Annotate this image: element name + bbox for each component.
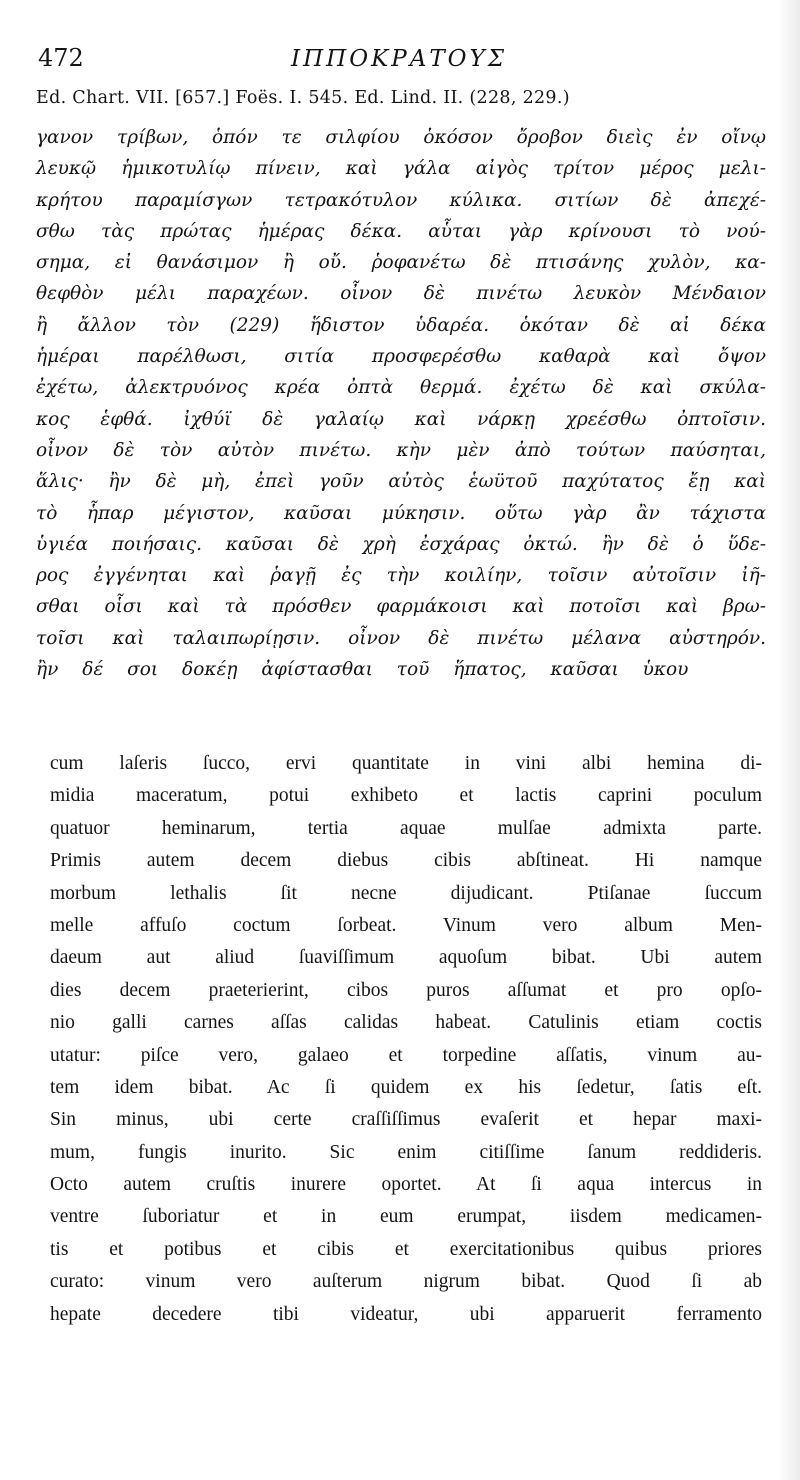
latin-text-line: melle affuſo coctum ſorbeat. Vinum vero album Men-	[50, 914, 762, 936]
greek-text-line: ρος ἐγγένηται καὶ ῥαγῇ ἐς τὴν κοιλίην, τοῖσιν αὐτοῖσιν ἰῆ-	[36, 565, 766, 587]
greek-text-line: οἶνον δὲ τὸν αὐτὸν πινέτω. κὴν μὲν ἀπὸ τούτων παύσηται,	[36, 439, 766, 461]
greek-text-line: ἐχέτω, ἀλεκτρυόνος κρέα ὀπτὰ θερμά. ἐχέτω δὲ καὶ σκύλα-	[36, 377, 766, 399]
latin-text-line: curato: vinum vero auſterum nigrum bibat. Quod ſi ab	[50, 1271, 762, 1293]
greek-text-line: ἡμέραι παρέλθωσι, σιτία προσφερέσθω καθαρὰ καὶ ὄψον	[36, 346, 766, 368]
latin-text-line: daeum aut aliud ſuaviſſimum aquoſum bibat. Ubi autem	[50, 947, 762, 969]
greek-text-line: θεφθὸν μέλι παραχέων. οἶνον δὲ πινέτω λευκὸν Μένδαιον	[36, 283, 766, 305]
greek-text-line: σημα, εἰ θανάσιμον ἢ οὔ. ῥοφανέτω δὲ πτισάνης χυλὸν, κα-	[36, 252, 766, 274]
greek-text-line: ἢν δέ σοι δοκέῃ ἀφίστασθαι τοῦ ἥπατος, καῦσαι ὑκου	[36, 659, 689, 681]
latin-text-line: nio galli carnes aſſas calidas habeat. Catulinis etiam coctis	[50, 1012, 762, 1034]
greek-text-line: ὑγιέα ποιήσαις. καῦσαι δὲ χρὴ ἐσχάρας ὀκτώ. ἢν δὲ ὁ ὕδε-	[36, 533, 766, 555]
latin-text-line: morbum lethalis ſit necne dijudicant. Ptiſanae ſuccum	[50, 882, 762, 904]
latin-text-line: tis et potibus et cibis et exercitationibus quibus priores	[50, 1238, 762, 1260]
latin-text-line: cum laſeris ſucco, ervi quantitate in vini albi hemina di-	[50, 753, 762, 774]
greek-text-line: γανον τρίβων, ὁπόν τε σιλφίου ὁκόσον ὄροβον διεὶς ἐν οἴνῳ	[36, 127, 766, 148]
greek-text-line: τὸ ἧπαρ μέγιστον, καῦσαι μύκησιν. οὕτω γὰρ ἂν τάχιστα	[36, 502, 766, 524]
greek-text-line: ἢ ἄλλον τὸν (229) ἥδιστον ὑδαρέα. ὁκόταν δὲ αἱ δέκα	[36, 314, 766, 336]
edition-reference: Ed. Chart. VII. [657.] Foës. I. 545. Ed. Lind. II. (228, 229.)	[36, 88, 570, 108]
latin-text-line: hepate decedere tibi videatur, ubi apparuerit ferramento	[50, 1303, 762, 1325]
greek-text-line: ἅλις· ἢν δὲ μὴ, ἐπεὶ γοῦν αὐτὸς ἑωϋτοῦ παχύτατος ἔῃ καὶ	[36, 471, 766, 493]
page-header	[38, 44, 760, 78]
greek-text-line: σθω τὰς πρώτας ἡμέρας δέκα. αὗται γὰρ κρίνουσι τὸ νού-	[36, 220, 766, 242]
latin-text-line: Primis autem decem diebus cibis abſtineat. Hi namque	[50, 850, 762, 872]
greek-text-line: λευκῷ ἡμικοτυλίῳ πίνειν, καὶ γάλα αἰγὸς τρίτον μέρος μελι-	[36, 158, 766, 180]
latin-text-line: dies decem praeterierint, cibos puros aſſumat et pro opſo-	[50, 979, 762, 1001]
latin-text-line: utatur: piſce vero, galaeo et torpedine aſſatis, vinum au-	[50, 1044, 762, 1066]
latin-text-line: quatuor heminarum, tertia aquae mulſae admixta parte.	[50, 817, 762, 839]
running-title: ΙΠΠΟΚΡΑΤΟΥΣ	[291, 46, 507, 72]
greek-text-line: τοῖσι καὶ ταλαιπωρίῃσιν. οἶνον δὲ πινέτω μέλανα αὐστηρόν.	[36, 627, 766, 649]
latin-text-line: tem idem bibat. Ac ſi quidem ex his ſedetur, ſatis eſt.	[50, 1076, 762, 1098]
latin-text-line: Octo autem cruſtis inurere oportet. At ſi aqua intercus in	[50, 1174, 762, 1196]
page-edge-shadow	[778, 0, 800, 1480]
greek-text-line: σθαι οἷσι καὶ τὰ πρόσθεν φαρμάκοισι καὶ ποτοῖσι καὶ βρω-	[36, 596, 766, 618]
latin-text-block	[50, 748, 762, 1331]
greek-text-line: κος ἑφθά. ἰχθύϊ δὲ γαλαίῳ καὶ νάρκῃ χρεέσθω ὀπτοῖσιν.	[36, 408, 766, 430]
latin-text-line: Sin minus, ubi certe craſſiſſimus evaſerit et hepar maxi-	[50, 1109, 762, 1131]
latin-text-line: midia maceratum, potui exhibeto et lactis caprini poculum	[50, 785, 762, 807]
greek-text-line: κρήτου παραμίσγων τετρακότυλον κύλικα. σιτίων δὲ ἀπεχέ-	[36, 189, 766, 211]
latin-text-line: ventre ſuboriatur et in eum erumpat, iisdem medicamen-	[50, 1206, 762, 1228]
page-number: 472	[38, 44, 84, 72]
latin-text-line: mum, fungis inurito. Sic enim citiſſime ſanum reddideris.	[50, 1141, 762, 1163]
greek-text-block	[36, 122, 766, 685]
